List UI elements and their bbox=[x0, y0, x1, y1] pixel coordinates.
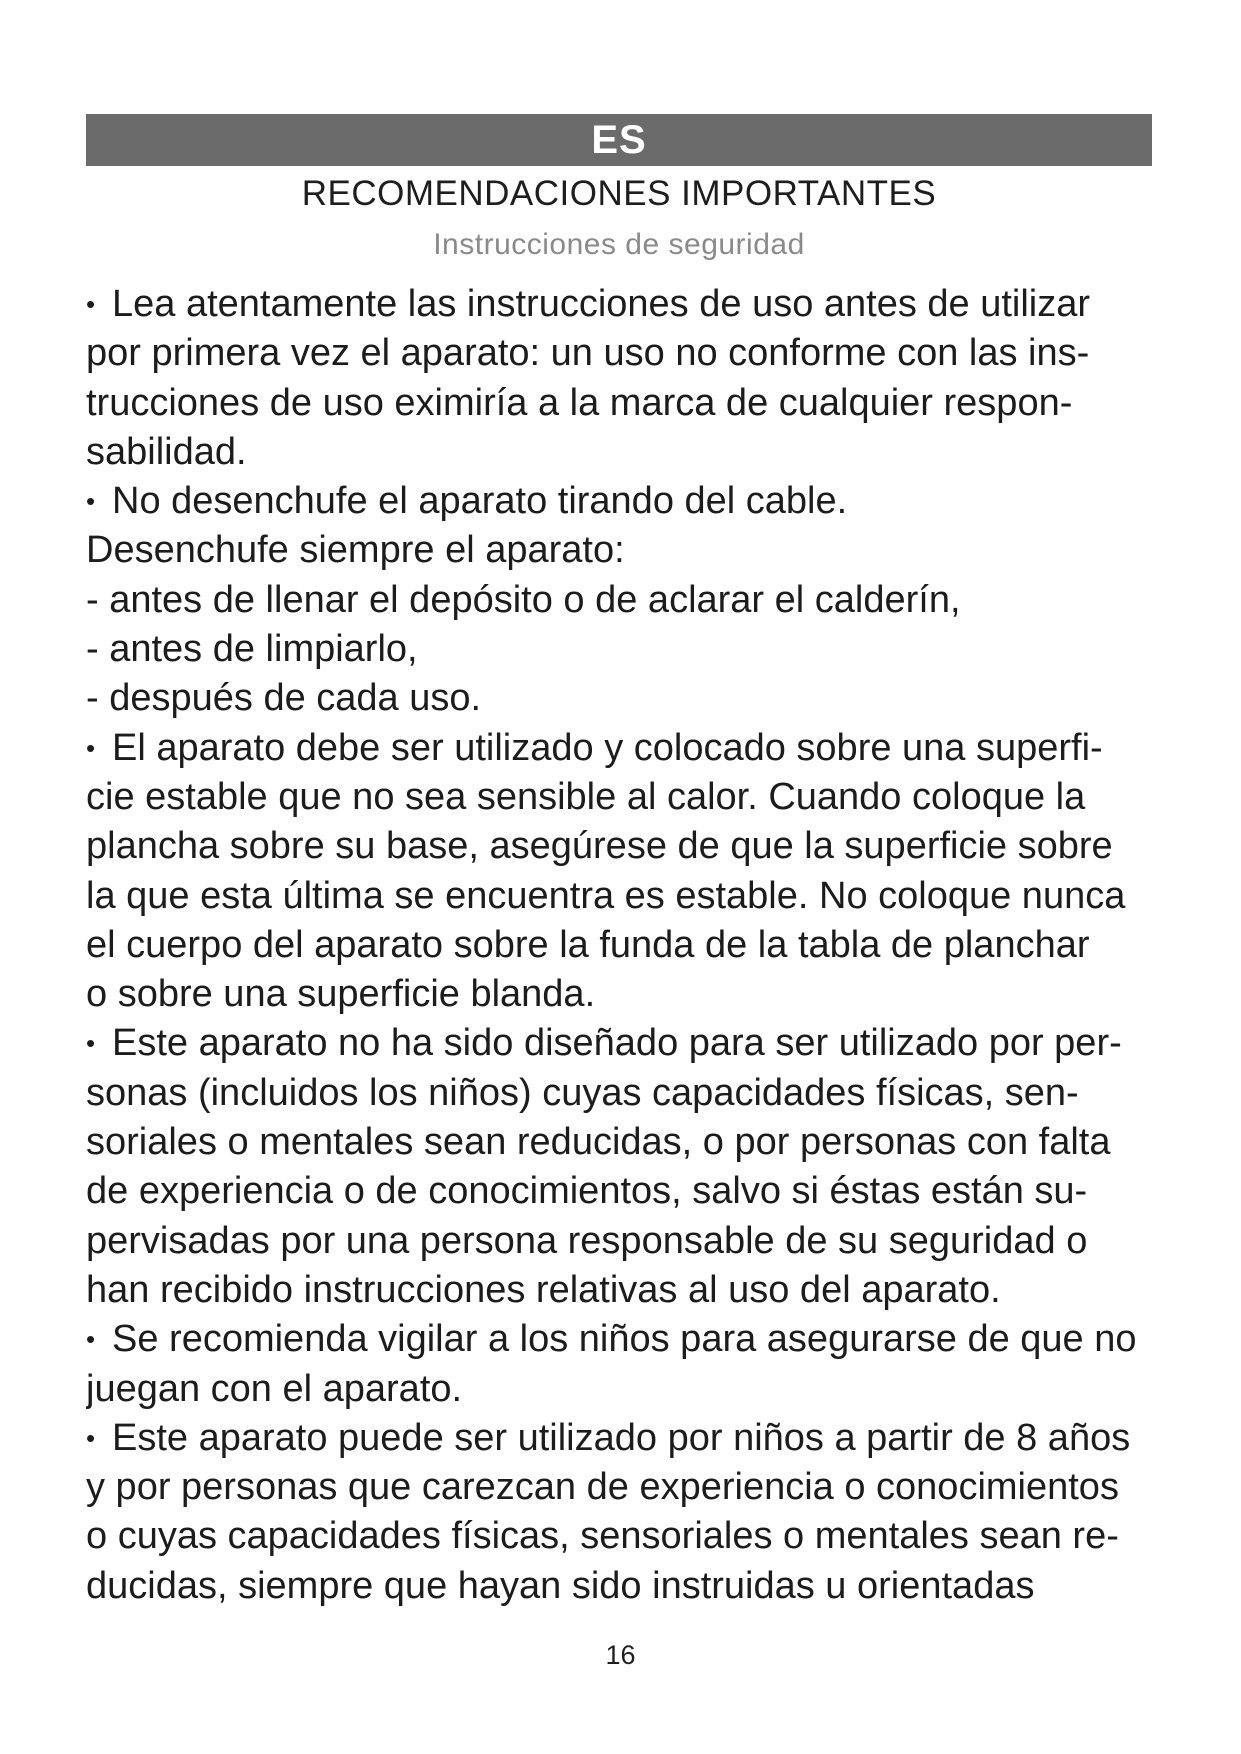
line-text: la que esta última se encuentra es estable. No coloque nunca bbox=[86, 874, 1126, 917]
line-text: - antes de llenar el depósito o de aclarar el calderín, bbox=[86, 578, 961, 621]
text-line bbox=[86, 1167, 1241, 1216]
text-line bbox=[86, 773, 1241, 822]
text-line bbox=[86, 1069, 1241, 1118]
text-line bbox=[86, 1463, 1241, 1512]
line-text: Este aparato puede ser utilizado por niños a partir de 8 años bbox=[112, 1416, 1131, 1459]
line-text: por primera vez el aparato: un uso no conforme con las ins- bbox=[86, 332, 1090, 375]
text-line bbox=[86, 1512, 1241, 1561]
text-line bbox=[86, 1562, 1241, 1611]
line-text: - después de cada uso. bbox=[86, 677, 482, 720]
text-line bbox=[86, 970, 1241, 1019]
bullet-line bbox=[86, 280, 1241, 329]
text-line bbox=[86, 625, 1241, 674]
bullet-icon: • bbox=[86, 1028, 96, 1059]
line-text: han recibido instrucciones relativas al uso del aparato. bbox=[86, 1268, 1001, 1311]
language-banner bbox=[86, 114, 1152, 166]
text-line bbox=[86, 379, 1241, 428]
text-line bbox=[86, 329, 1241, 378]
section-title: RECOMENDACIONES IMPORTANTES bbox=[301, 174, 937, 213]
line-text: ducidas, siempre que hayan sido instruidas u orientadas bbox=[86, 1564, 1035, 1607]
text-line bbox=[86, 1118, 1241, 1167]
line-text: soriales o mentales sean reducidas, o por personas con falta bbox=[86, 1121, 1111, 1164]
text-line bbox=[86, 428, 1241, 477]
page-number: 16 bbox=[605, 1640, 636, 1670]
bullet-line bbox=[86, 477, 1241, 526]
line-text: o cuyas capacidades físicas, sensoriales o mentales sean re- bbox=[86, 1515, 1119, 1558]
bullet-icon: • bbox=[86, 732, 96, 763]
text-line bbox=[86, 872, 1241, 921]
line-text: - antes de limpiarlo, bbox=[86, 628, 418, 671]
text-line bbox=[86, 1217, 1241, 1266]
text-line bbox=[86, 674, 1241, 723]
line-text: cie estable que no sea sensible al calor. Cuando coloque la bbox=[86, 775, 1086, 818]
line-text: Este aparato no ha sido diseñado para ser utilizado por per- bbox=[112, 1022, 1122, 1065]
line-text: El aparato debe ser utilizado y colocado sobre una superfi- bbox=[112, 726, 1103, 769]
text-line bbox=[86, 526, 1241, 575]
line-text: Desenchufe siempre el aparato: bbox=[86, 529, 625, 572]
line-text: de experiencia o de conocimientos, salvo si éstas están su- bbox=[86, 1170, 1088, 1213]
line-text: Se recomienda vigilar a los niños para asegurarse de que no bbox=[112, 1318, 1137, 1361]
bullet-line bbox=[86, 1315, 1241, 1364]
line-text: sabilidad. bbox=[86, 430, 247, 473]
line-text: trucciones de uso eximiría a la marca de cualquier respon- bbox=[86, 381, 1073, 424]
line-text: y por personas que carezcan de experiencia o conocimientos bbox=[86, 1466, 1119, 1509]
bullet-icon: • bbox=[86, 289, 96, 319]
safety-instructions-text bbox=[86, 280, 1241, 1620]
line-text: sonas (incluidos los niños) cuyas capacidades físicas, sen- bbox=[86, 1071, 1079, 1114]
line-text: plancha sobre su base, asegúrese de que la superficie sobre bbox=[86, 825, 1113, 868]
bullet-line bbox=[86, 724, 1241, 773]
section-subtitle: Instrucciones de seguridad bbox=[433, 228, 805, 261]
line-text: pervisadas por una persona responsable de su seguridad o bbox=[86, 1219, 1088, 1262]
text-line bbox=[86, 822, 1241, 871]
line-text: juegan con el aparato. bbox=[86, 1367, 463, 1410]
text-line bbox=[86, 1365, 1241, 1414]
text-line bbox=[86, 921, 1241, 970]
bullet-line bbox=[86, 1019, 1241, 1068]
line-text: Lea atentamente las instrucciones de uso antes de utilizar bbox=[112, 283, 1091, 325]
bullet-icon: • bbox=[86, 1422, 96, 1453]
line-text: el cuerpo del aparato sobre la funda de la tabla de planchar bbox=[86, 923, 1090, 966]
text-line bbox=[86, 576, 1241, 625]
bullet-icon: • bbox=[86, 1324, 96, 1355]
line-text: No desenchufe el aparato tirando del cable. bbox=[112, 480, 848, 523]
line-text: o sobre una superficie blanda. bbox=[86, 973, 596, 1016]
language-code: ES bbox=[591, 117, 647, 162]
bullet-icon: • bbox=[86, 486, 96, 517]
text-line bbox=[86, 1266, 1241, 1315]
bullet-line bbox=[86, 1414, 1241, 1463]
